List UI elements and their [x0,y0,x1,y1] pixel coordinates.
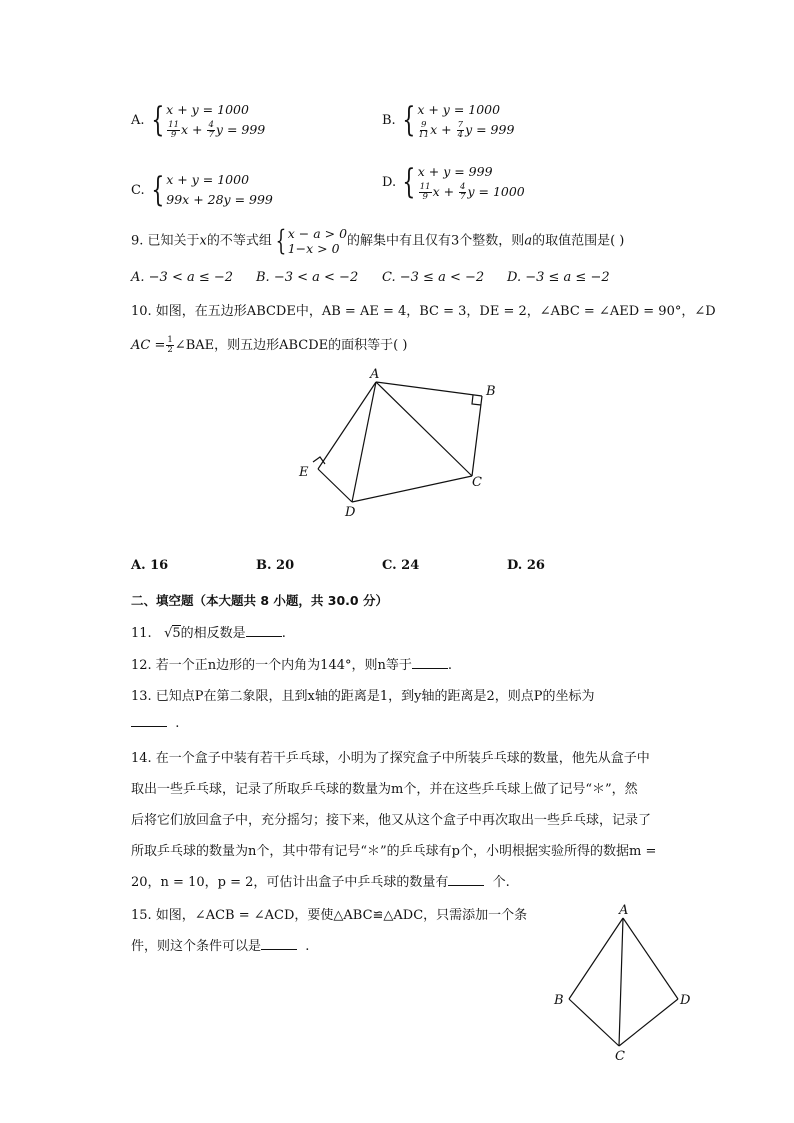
edge-ad [623,918,678,999]
right-angle-b [472,395,481,405]
q10-line-1: 10. 如图，在五边形ABCDE中，AB = AE = 4，BC = 3，DE = 2，∠ABC = ∠AED = 90°，∠D [131,304,716,319]
q14-line-1: 14. 在一个盒子中装有若干乒乓球，小明为了探究盒子中所装乒乓球的数量，他先从盒子中 [131,751,650,766]
q9-option-b: B. −3 < a < −2 [256,270,359,285]
label-d: D [345,505,356,520]
q15-line-1: 15. 如图，∠ACB = ∠ACD，要使△ABC≌△ADC，只需添加一个条 [131,908,528,923]
sqrt-symbol: √ [164,626,173,641]
label-c: C [615,1049,625,1064]
pentagon-figure [290,362,510,522]
q15-line-2: 件，则这个条件可以是 . [131,939,310,954]
q9-option-a: A. −3 < a ≤ −2 [131,270,234,285]
q10-option-c: C. 24 [382,558,420,573]
answer-blank[interactable] [412,656,448,669]
answer-blank[interactable] [246,624,282,637]
q13-question: 13. 已知点P在第二象限，且到x轴的距离是1，到y轴的距离是2，则点P的坐标为 [131,689,595,704]
brace: { [402,100,415,140]
label-b: B [554,993,564,1008]
label-a: A [370,367,380,382]
edge-ab [569,918,623,999]
q10-option-b: B. 20 [256,558,295,573]
edge-dc [619,999,678,1046]
q12-question: 12. 若一个正n边形的一个内角为144°，则n等于 . [131,658,453,673]
q14-line-3: 后将它们放回盒子中，充分摇匀；接下来，他又从这个盒子中再次取出一些乒乓球，记录了 [131,813,652,828]
q14-line-4: 所取乒乓球的数量为n个，其中带有记号“＊”的乒乓球有p个，小明根据实验所得的数据m = [131,844,657,859]
edge-ab [376,382,482,396]
answer-blank[interactable] [261,937,297,950]
q8-option-c: C. { x + y = 1000 99x + 28y = 999 [131,170,273,210]
q10-line-2: AC = $\frac{1}{2}$ ∠BAE，则五边形ABCDE的面积等于( ) [131,335,408,355]
label-b: B [486,384,496,399]
brace: { [150,100,164,140]
label-a: A [619,903,629,918]
answer-blank[interactable] [448,873,484,886]
diagonal-ac [376,382,472,476]
q9-option-c: C. −3 ≤ a < −2 [382,270,485,285]
section-title: 二、填空题（本大题共 8 小题，共 30.0 分） [131,593,388,608]
brace: { [275,224,287,257]
edge-bc [472,396,482,476]
q8-option-b: B. { x + y = 1000 $\frac{9}{11}$ x + $\frac{7}{4}$ y = 999 [382,100,515,140]
edge-ac [619,918,623,1046]
q10-option-d: D. 26 [507,558,545,573]
q13-answer-line: . [131,714,179,731]
q11-question: 11. √5的相反数是 . [131,626,286,641]
right-angle-e [313,457,325,464]
brace: { [402,162,416,202]
edge-bc [569,999,619,1046]
label-c: C [472,475,482,490]
q8-option-a: A. { x + y = 1000 $\frac{11}{9}$ x + $\frac{4}{7}$ y = 999 [131,100,266,140]
label-e: E [299,465,309,480]
q14-line-5: 20，n = 10，p = 2，可估计出盒子中乒乓球的数量有 个. [131,875,510,890]
brace: { [150,170,164,210]
q9-option-d: D. −3 ≤ a ≤ −2 [507,270,610,285]
answer-blank[interactable] [131,714,167,727]
label-d: D [680,993,691,1008]
edge-de [318,469,352,502]
q9-question: 9. 已知关于x的不等式组 { x − a > 0 1−x > 0 的解集中有且仅有3个整数，则a的取值范围是( ) [131,224,625,257]
edge-cd [352,476,472,502]
kite-figure [546,900,706,1066]
q8-option-d: D. { x + y = 999 $\frac{11}{9}$ x + $\frac{4}{7}$ y = 1000 [382,162,525,202]
q14-line-2: 取出一些乒乓球，记录了所取乒乓球的数量为m个，并在这些乒乓球上做了记号“＊”，然 [131,782,638,797]
q10-option-a: A. 16 [131,558,169,573]
